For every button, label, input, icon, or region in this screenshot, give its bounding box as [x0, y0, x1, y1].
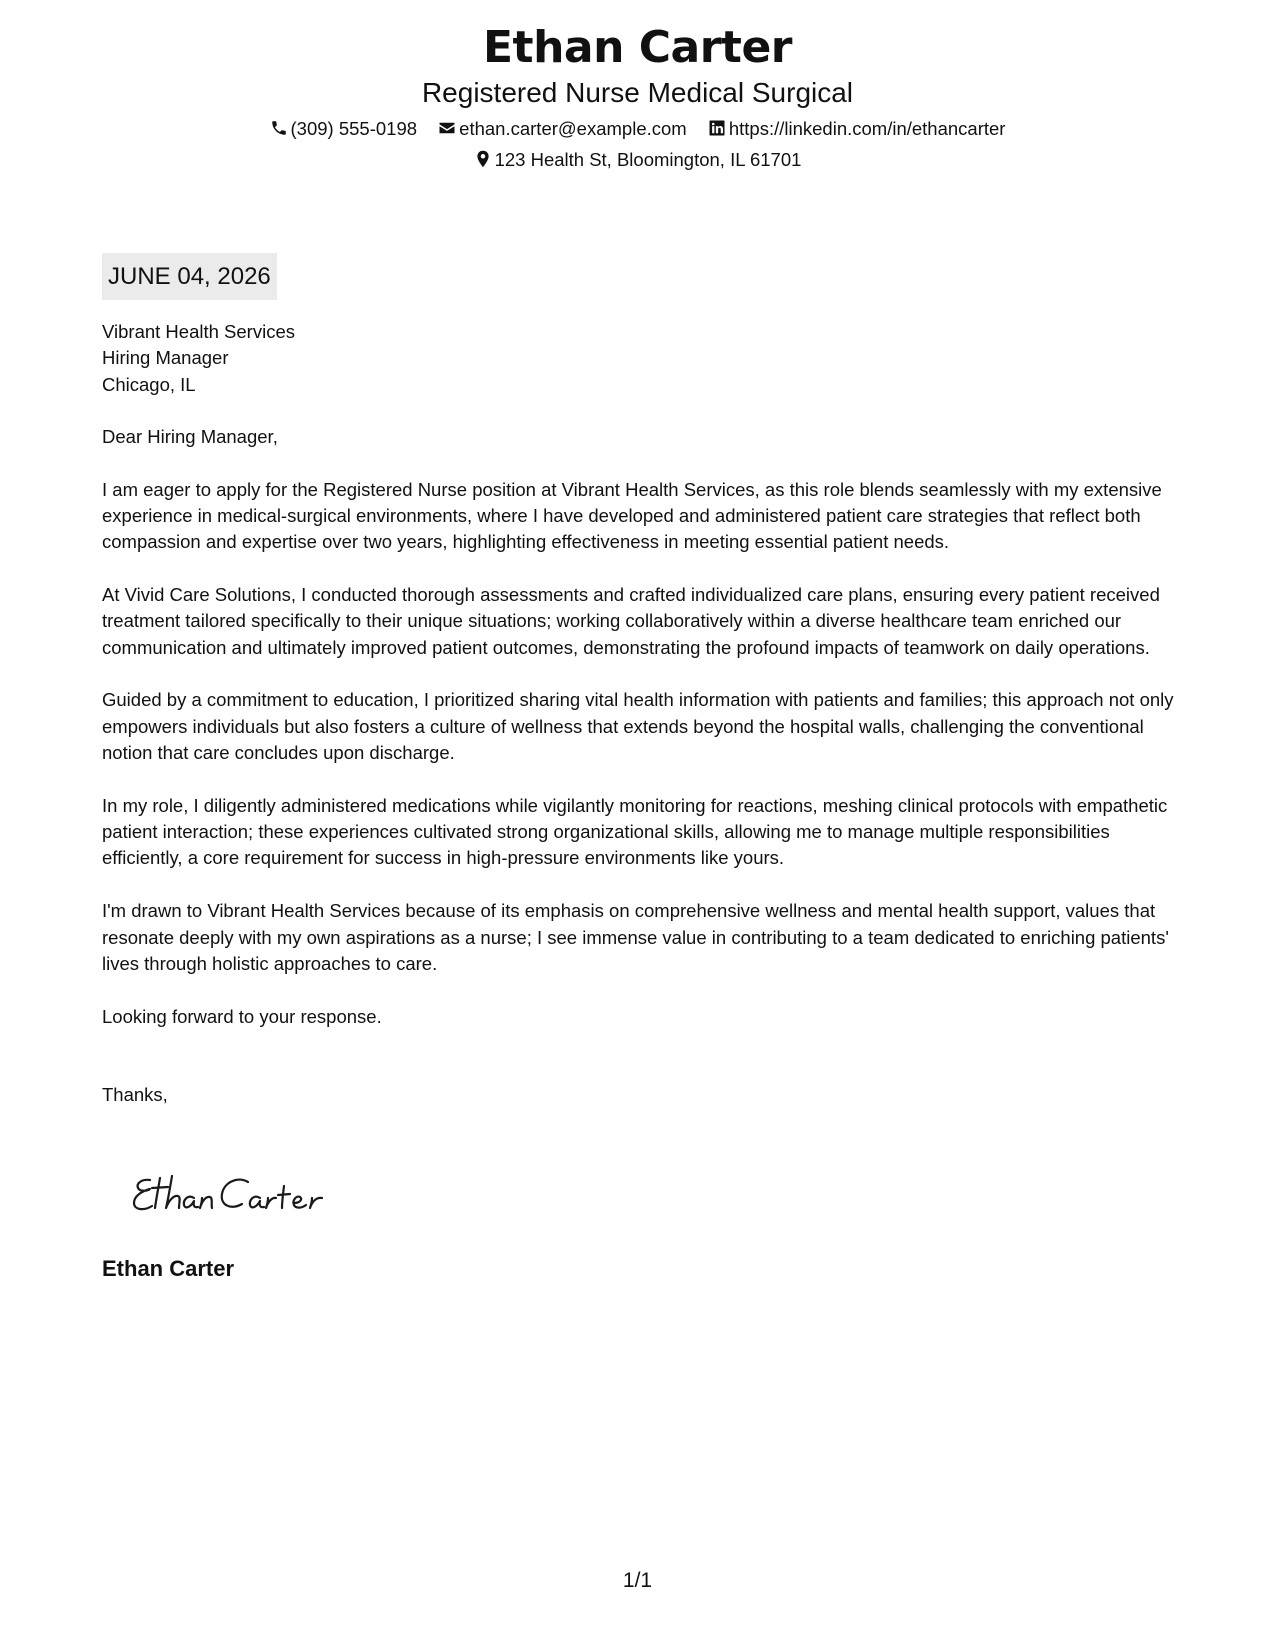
paragraph-4: In my role, I diligently administered medications while vigilantly monitoring for reactions, meshing clinical protocols with empathetic patient interaction; these experiences cultivated strong organizational skills, allowing me to manage multiple responsibilities efficiently, a core requirement for success in high-pressure environments like yours. [102, 794, 1168, 869]
letter-date: JUNE 04, 2026 [102, 253, 277, 300]
phone-icon [270, 119, 288, 137]
recipient-block [102, 319, 1182, 398]
paragraph-1: I am eager to apply for the Registered Nurse position at Vibrant Health Services, as this role blends seamlessly with my extensive experience in medical-surgical environments, where I have developed and administered patient care strategies that reflect both compassion and expertise over two years, highlighting effectiveness in meeting essential patient needs. [102, 478, 1162, 553]
paragraph-3: Guided by a commitment to education, I prioritized sharing vital health information with patients and families; this approach not only empowers individuals but also fosters a culture of wellness that extends beyond the hospital walls, challenging the conventional notion that care concludes upon discharge. [102, 689, 1174, 764]
applicant-name: Ethan Carter [482, 22, 792, 73]
contact-row [0, 117, 1275, 141]
closing-gap [102, 1056, 1182, 1082]
handwritten-signature [128, 1168, 348, 1220]
signoff: Thanks, [102, 1084, 168, 1106]
recipient-location: Chicago, IL [102, 373, 196, 395]
applicant-title: Registered Nurse Medical Surgical [421, 77, 854, 108]
contact-phone [270, 117, 418, 141]
recipient-person: Hiring Manager [102, 347, 229, 369]
linkedin-link[interactable]: https://linkedin.com/in/ethancarter [728, 118, 1006, 139]
signer-name: Ethan Carter [102, 1256, 235, 1281]
phone-text: (309) 555-0198 [290, 118, 418, 139]
contact-linkedin[interactable] [708, 117, 1006, 141]
envelope-icon [438, 119, 456, 137]
letter-body [102, 319, 1182, 1135]
recipient-company: Vibrant Health Services [102, 321, 295, 342]
closing-line: Looking forward to your response. [102, 1005, 382, 1027]
address-text: 123 Health St, Bloomington, IL 61701 [494, 149, 802, 170]
map-pin-icon [474, 150, 492, 168]
paragraph-2: At Vivid Care Solutions, I conducted thorough assessments and crafted individualized care plans, ensuring every patient received treatment tailored specifically to their unique situations; working collaboratively within a diverse healthcare team enriched our communication and ultimately improved patient outcomes, demonstrating the profound impacts of teamwork on daily operations. [102, 584, 1160, 658]
page-number: 1/1 [622, 1569, 653, 1592]
contact-email[interactable] [438, 117, 687, 141]
contact-address [474, 148, 802, 172]
salutation: Dear Hiring Manager, [102, 425, 278, 447]
email-link[interactable]: ethan.carter@example.com [459, 118, 687, 139]
address-row [0, 148, 1275, 172]
letter-header [0, 20, 1275, 172]
linkedin-icon [708, 119, 726, 137]
paragraph-5: I'm drawn to Vibrant Health Services because of its emphasis on comprehensive wellness and mental health support, values that resonate deeply with my own aspirations as a nurse; I see immense value in contributing to a team dedicated to enriching patients' lives through holistic approaches to care. [102, 900, 1169, 974]
